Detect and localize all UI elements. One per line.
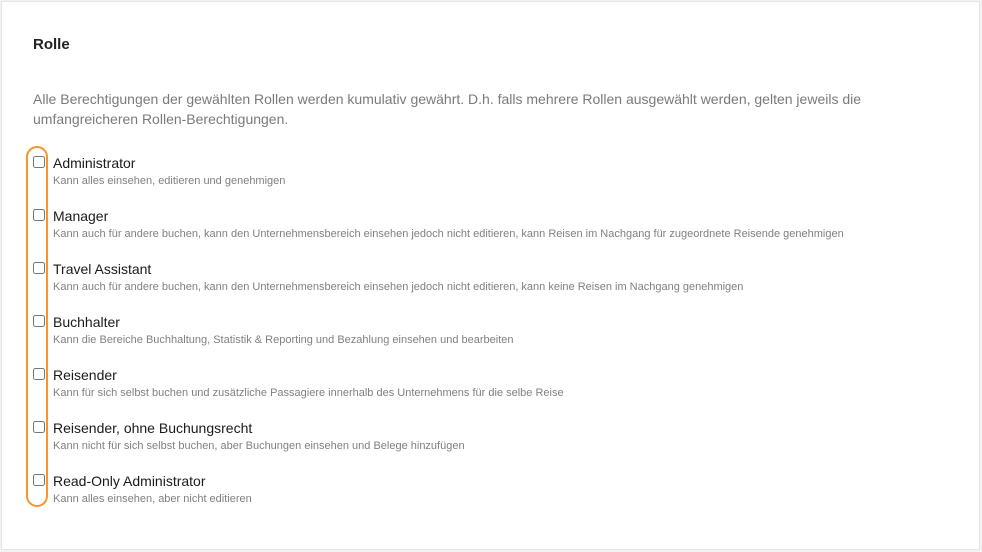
- checkbox-read-only-administrator[interactable]: [33, 474, 45, 486]
- checkbox-administrator[interactable]: [33, 156, 45, 168]
- role-label-administrator[interactable]: Administrator: [53, 155, 136, 171]
- role-option-administrator: [32, 155, 844, 208]
- role-description-administrator: Kann alles einsehen, editieren und genehmigen: [53, 175, 286, 187]
- checkbox-buchhalter[interactable]: [33, 315, 45, 327]
- role-description-buchhalter: Kann die Bereiche Buchhaltung, Statistik & Reporting und Bezahlung einsehen und bearbeiten: [53, 334, 514, 346]
- role-option-manager: [32, 208, 844, 261]
- role-label-read-only-administrator[interactable]: Read-Only Administrator: [53, 473, 206, 489]
- section-description: Alle Berechtigungen der gewählten Rollen werden kumulativ gewährt. D.h. falls mehrere Rollen ausgewählt werden, gelten jeweils die umfangreicheren Rollen-Berechtigungen.: [33, 91, 862, 127]
- checkbox-reisender-ohne-buchungsrecht[interactable]: [33, 421, 45, 433]
- role-label-travel-assistant[interactable]: Travel Assistant: [53, 261, 152, 277]
- role-label-manager[interactable]: Manager: [53, 208, 109, 224]
- role-option-travel-assistant: [32, 261, 844, 314]
- role-label-reisender-ohne-buchungsrecht[interactable]: Reisender, ohne Buchungsrecht: [53, 420, 253, 436]
- role-description-reisender: Kann für sich selbst buchen und zusätzliche Passagiere innerhalb des Unternehmens für die selbe Reise: [53, 387, 564, 399]
- role-option-read-only-administrator: [32, 473, 844, 526]
- section-title: Rolle: [33, 36, 70, 53]
- role-description-reisender-ohne-buchungsrecht: Kann nicht für sich selbst buchen, aber Buchungen einsehen und Belege hinzufügen: [53, 440, 465, 452]
- checkbox-travel-assistant[interactable]: [33, 262, 45, 274]
- role-section-card: [1, 1, 980, 550]
- role-option-reisender: [32, 367, 844, 420]
- role-description-read-only-administrator: Kann alles einsehen, aber nicht editieren: [53, 493, 252, 505]
- role-option-reisender-ohne-buchungsrecht: [32, 420, 844, 473]
- role-description-travel-assistant: Kann auch für andere buchen, kann den Unternehmensbereich einsehen jedoch nicht editieren, kann keine Reisen im Nachgang genehmigen: [53, 281, 744, 293]
- checkbox-reisender[interactable]: [33, 368, 45, 380]
- role-option-buchhalter: [32, 314, 844, 367]
- role-list: [32, 155, 844, 526]
- role-description-manager: Kann auch für andere buchen, kann den Unternehmensbereich einsehen jedoch nicht editieren, kann Reisen im Nachgang für zugeordnete Reisende genehmigen: [53, 228, 844, 240]
- role-label-buchhalter[interactable]: Buchhalter: [53, 314, 120, 330]
- checkbox-manager[interactable]: [33, 209, 45, 221]
- role-label-reisender[interactable]: Reisender: [53, 367, 117, 383]
